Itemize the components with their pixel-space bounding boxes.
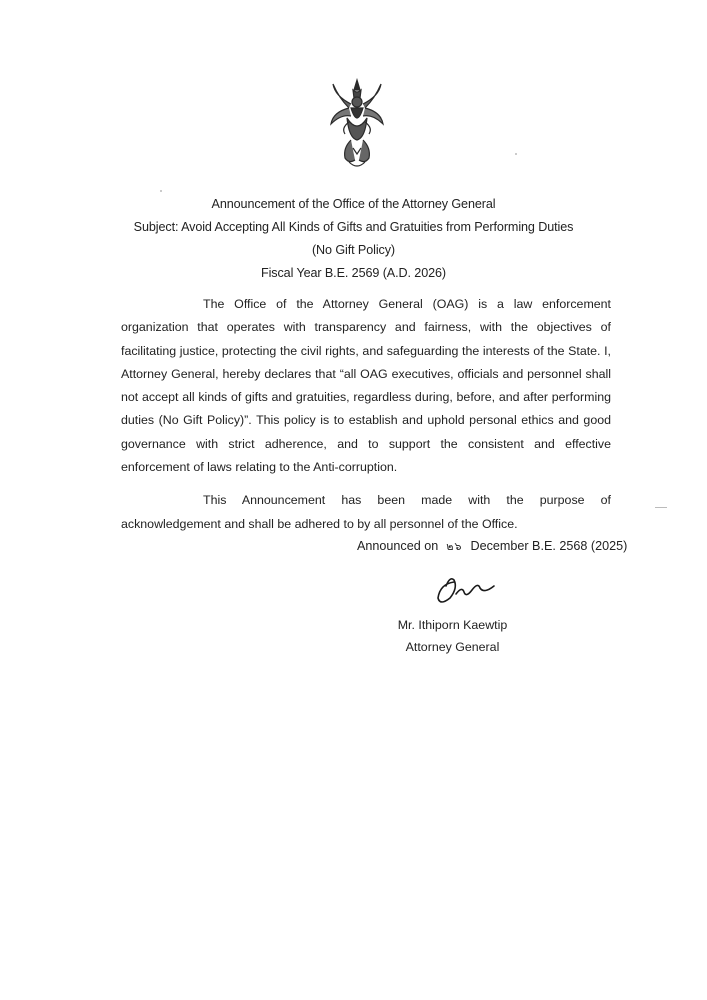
announcement-date bbox=[357, 537, 627, 555]
garuda-emblem-icon bbox=[329, 78, 385, 170]
signer-name: Mr. Ithiporn Kaewtip bbox=[397, 618, 508, 632]
signature-mark bbox=[432, 572, 502, 608]
scan-speck bbox=[515, 153, 517, 155]
announced-day: ๒๖ bbox=[446, 540, 463, 553]
heading-policy-name: (No Gift Policy) bbox=[311, 243, 396, 257]
announced-month-year: December B.E. 2568 (2025) bbox=[470, 539, 628, 553]
signer-title: Attorney General bbox=[405, 640, 500, 654]
announcement-heading bbox=[0, 193, 707, 285]
body-paragraph-2 bbox=[121, 489, 611, 536]
heading-subject: Subject: Avoid Accepting All Kinds of Gifts and Gratuities from Performing Duties bbox=[133, 220, 574, 234]
scan-speck bbox=[160, 190, 162, 192]
announced-prefix: Announced on bbox=[357, 539, 439, 553]
signer-block bbox=[380, 614, 525, 658]
scan-speck bbox=[655, 507, 667, 508]
body-paragraph-1 bbox=[121, 293, 611, 479]
paragraph-2-text: This Announcement has been made with the purpose of acknowledgement and shall be adhered to by all personnel of the Office. bbox=[121, 493, 611, 531]
announcement-body bbox=[121, 293, 611, 536]
heading-title: Announcement of the Office of the Attorney General bbox=[211, 197, 496, 211]
heading-fiscal-year: Fiscal Year B.E. 2569 (A.D. 2026) bbox=[260, 266, 446, 280]
paragraph-1-text: The Office of the Attorney General (OAG) is a law enforcement organization that operates with transparency and fairness, with the objectives of facilitating justice, protecting the civil rights, and safeguarding the interests of the State. I, Attorney General, hereby declares that “all OAG executives, officials and personnel shall not accept all kinds of gifts and gratuities, regardless during, before, and after performing duties (No Gift Policy)”. This policy is to establish and uphold personal ethics and good governance with strict adherence, and to support the consistent and effective enforcement of laws relating to the Anti-corruption. bbox=[121, 297, 611, 475]
